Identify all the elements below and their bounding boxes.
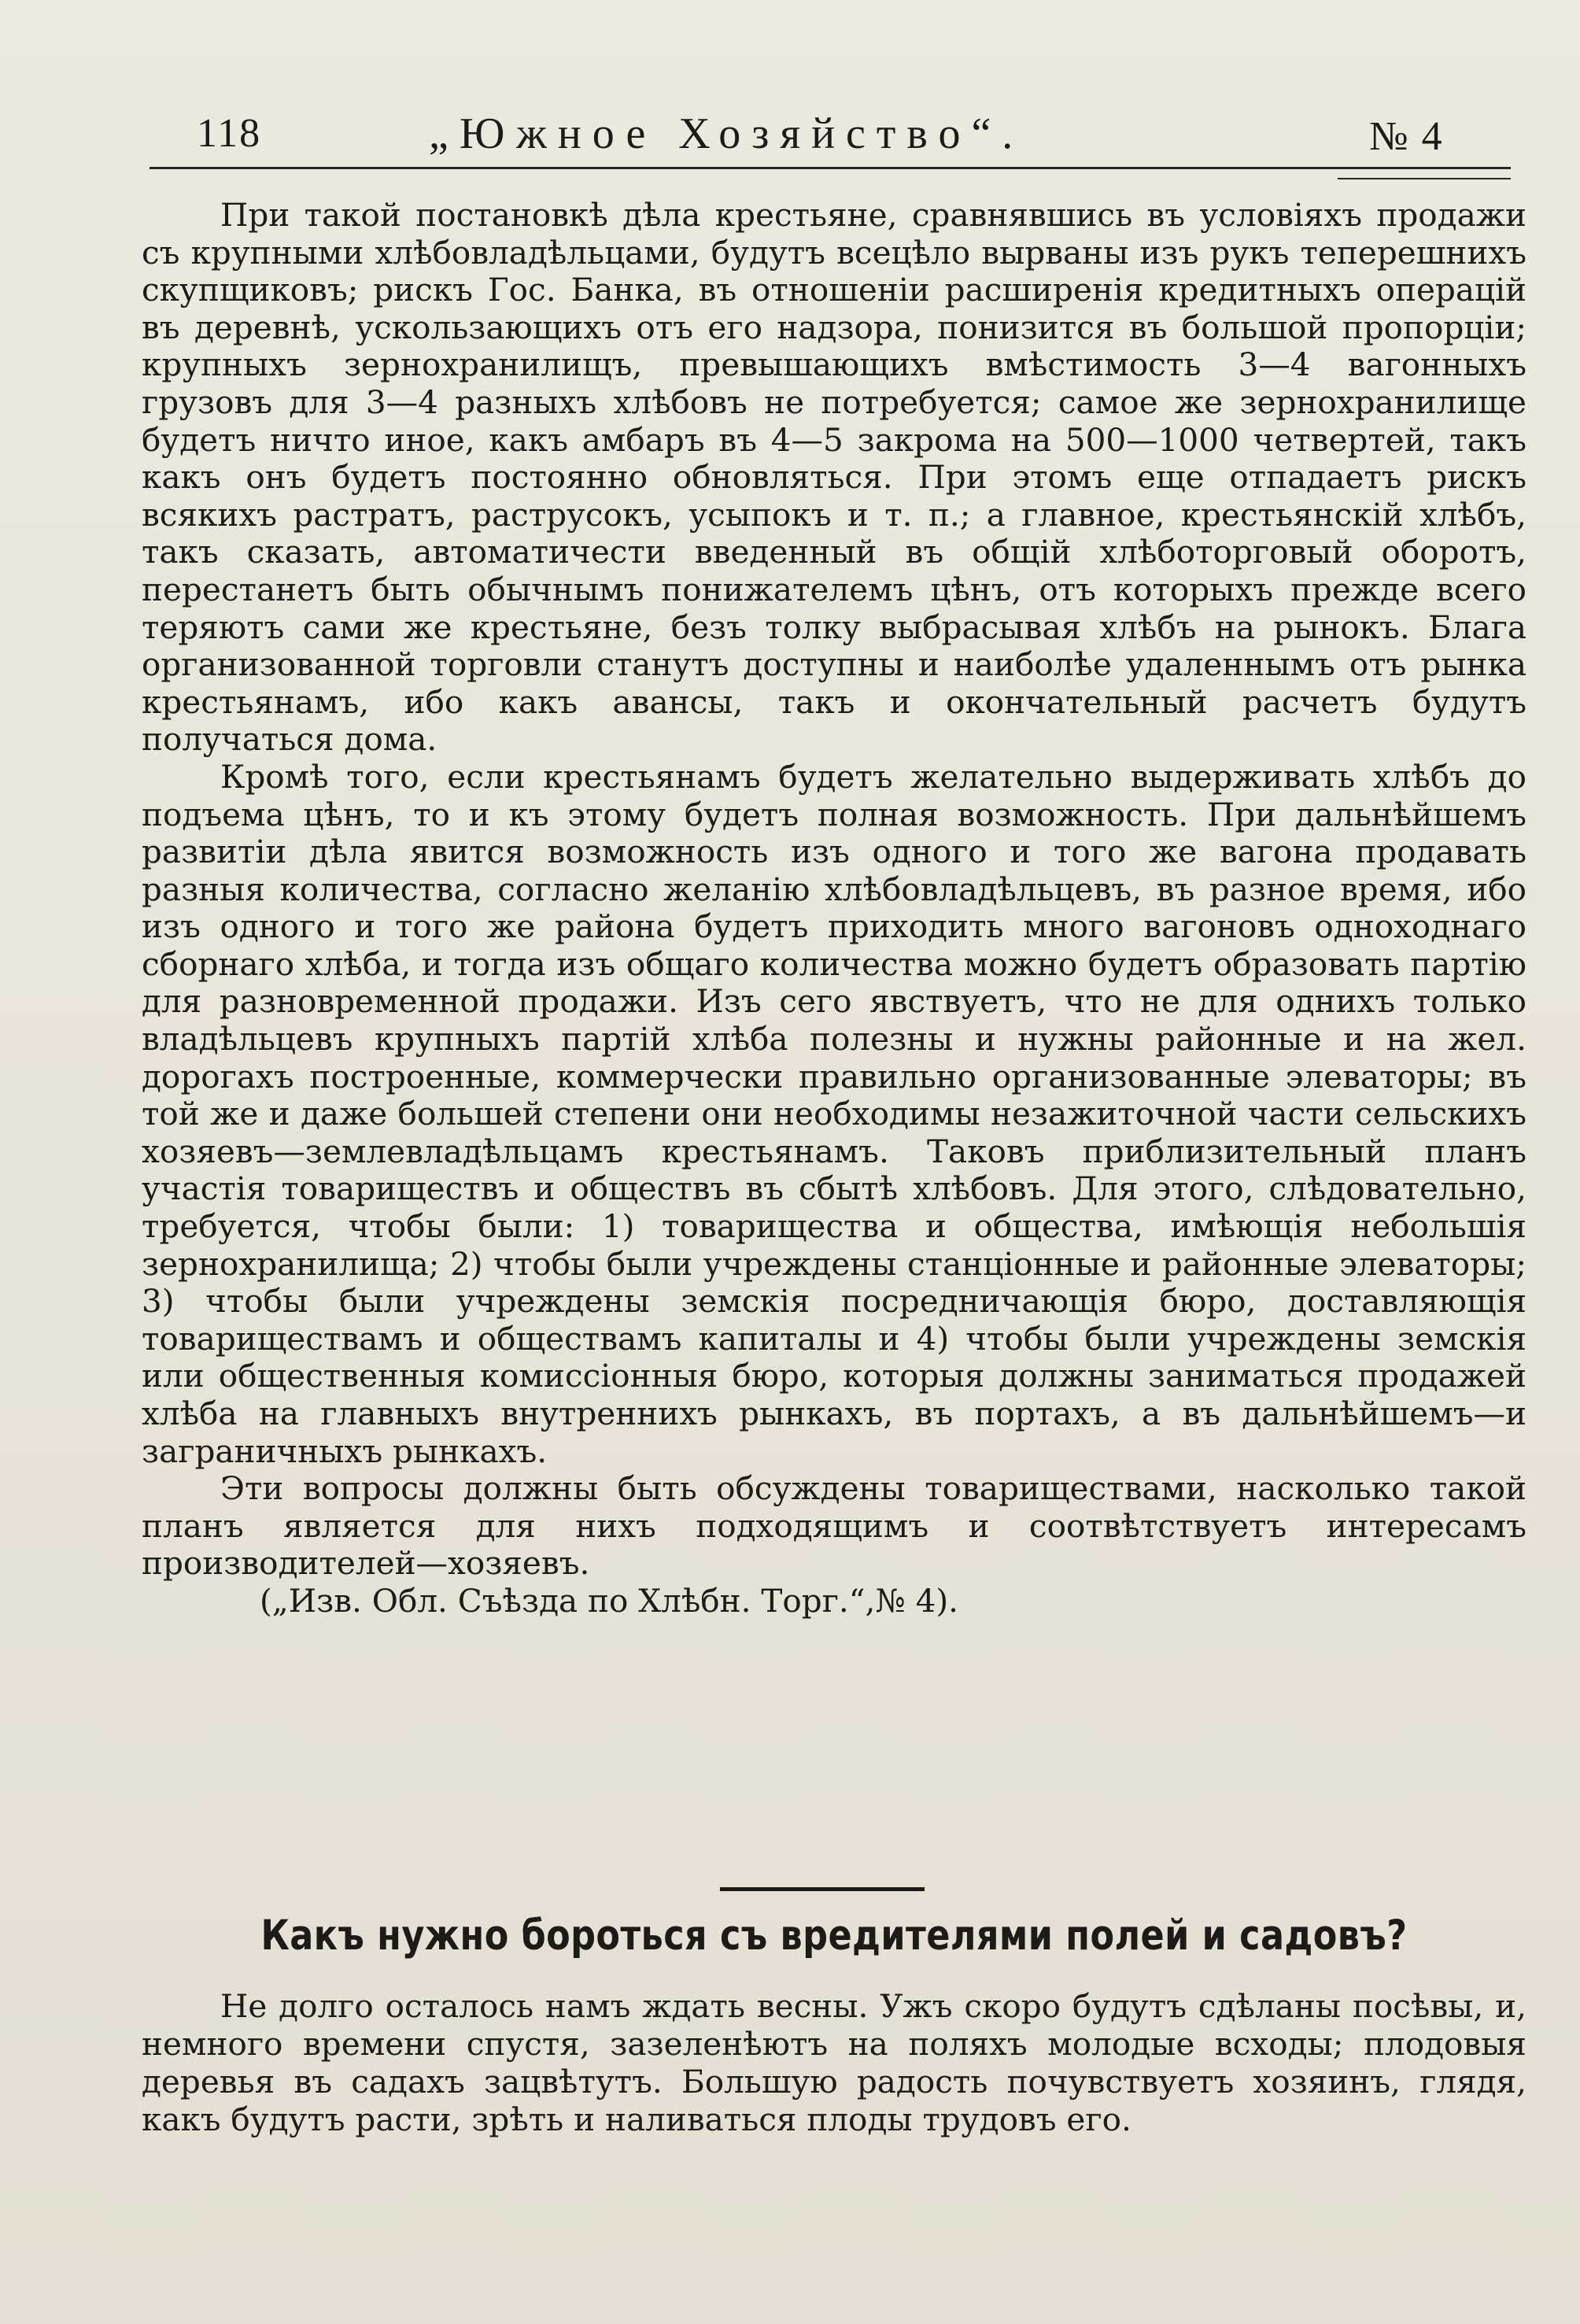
article-continuation	[142, 197, 1526, 1620]
header-rule-secondary	[1338, 178, 1511, 179]
article-title: Какъ нужно бороться съ вредителями полей и садовъ?	[260, 1912, 1408, 1960]
page-number: 118	[197, 111, 262, 156]
paragraph: Кромѣ того, если крестьянамъ будетъ желательно выдерживать хлѣбъ до подъема цѣнъ, то и къ этому будетъ полная возможность. При дальнѣйшемъ развитіи дѣла явится возможность изъ одного и того же вагона продавать разныя количества, согласно желанію хлѣбовладѣльцевъ, въ разное время, ибо изъ одного и того же района будетъ приходить много вагоновъ одноходнаго сборнаго хлѣба, и тогда изъ общаго количества можно будетъ образовать партію для разновременной продажи. Изъ сего явствуетъ, что не для однихъ только владѣльцевъ крупныхъ партій хлѣба полезны и нужны районные и на жел. дорогахъ построенные, коммерчески правильно организованные элеваторы; въ той же и даже большей степени они необходимы незажиточной части сельскихъ хозяевъ—землевладѣльцамъ крестьянамъ. Таковъ приблизительный планъ участія товариществъ и обществъ въ сбытѣ хлѣбовъ. Для этого, слѣдовательно, требуется, чтобы были: 1) товарищества и общества, имѣющія небольшія зернохранилища; 2) чтобы были учреждены станціонные и районные элеваторы; 3) чтобы были учреждены земскія посредничающія бюро, доставляющія товариществамъ и обществамъ капиталы и 4) чтобы были учреждены земскія или общественныя комиссіонныя бюро, которыя должны заниматься продажей хлѣба на главныхъ внутреннихъ рынкахъ, въ портахъ, а въ дальнѣйшемъ—и заграничныхъ рынкахъ.	[142, 757, 1526, 1470]
paragraph: При такой постановкѣ дѣла крестьяне, сравнявшись въ условіяхъ продажи съ крупными хлѣбовладѣльцами, будутъ всецѣло вырваны изъ рукъ теперешнихъ скупщиковъ; рискъ Гос. Банка, въ отношеніи расширенія кредитныхъ операцій въ деревнѣ, ускользающихъ отъ его надзора, понизится въ большой пропорціи; крупныхъ зернохранилищъ, превышающихъ вмѣстимость 3—4 вагонныхъ грузовъ для 3—4 разныхъ хлѣбовъ не потребуется; самое же зернохранилище будетъ ничто иное, какъ амбаръ въ 4—5 закрома на 500—1000 четвертей, такъ какъ онъ будетъ постоянно обновляться. При этомъ еще отпадаетъ рискъ всякихъ растратъ, раструсокъ, усыпокъ и т. п.; а главное, крестьянскій хлѣбъ, такъ сказать, автоматичести введенный въ общій хлѣботорговый оборотъ, перестанетъ быть обычнымъ понижателемъ цѣнъ, отъ которыхъ прежде всего теряютъ сами же крестьяне, безъ толку выбрасывая хлѣбъ на рынокъ. Блага организованной торговли станутъ доступны и наиболѣе удаленнымъ отъ рынка крестьянамъ, ибо какъ авансы, такъ и окончательный расчетъ будутъ получаться дома.	[142, 196, 1526, 759]
running-header	[142, 102, 1495, 165]
paragraph: Не долго осталось намъ ждать весны. Ужъ скоро будутъ сдѣланы посѣвы, и, немного времени спустя, зазеленѣютъ на поляхъ молодые всходы; плодовыя деревья въ садахъ зацвѣтутъ. Большую радость почувствуетъ хозяинъ, глядя, какъ будутъ расти, зрѣть и наливаться плоды трудовъ его.	[142, 1987, 1526, 2138]
header-rule	[150, 167, 1511, 169]
paragraph: Эти вопросы должны быть обсуждены товариществами, насколько такой планъ является для нихъ подходящимъ и соотвѣтствуетъ интересамъ производителей—хозяевъ.	[142, 1469, 1526, 1583]
section-separator	[720, 1887, 925, 1891]
journal-title: „Южное Хозяйство“.	[429, 109, 1024, 158]
article-body	[142, 1987, 1526, 2138]
issue-number: № 4	[1369, 114, 1444, 159]
source-citation: („Изв. Обл. Съѣзда по Хлѣбн. Торг.“,№ 4).	[260, 1581, 959, 1620]
